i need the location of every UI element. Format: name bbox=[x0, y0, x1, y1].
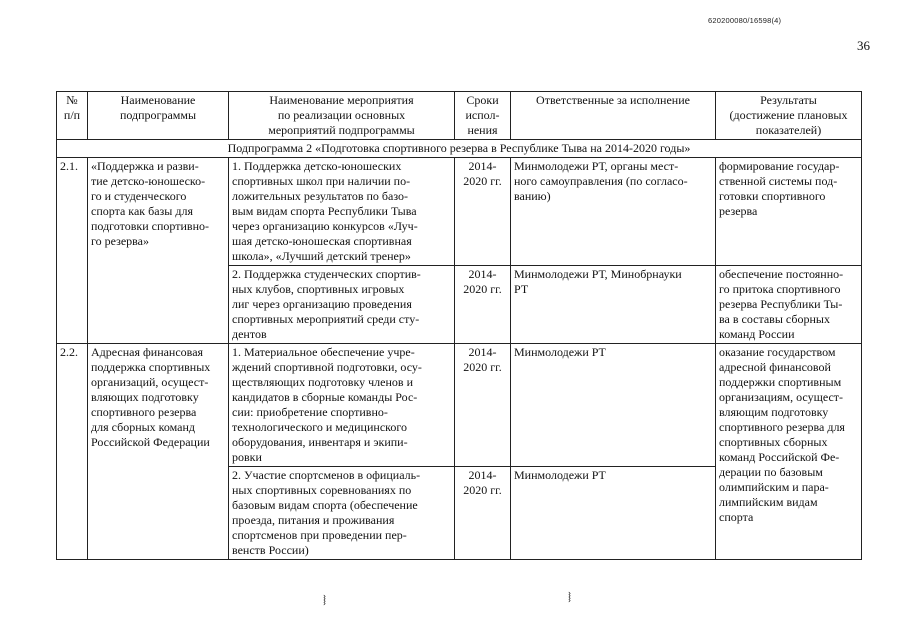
text-line: школа», «Лучший детский тренер» bbox=[232, 249, 411, 263]
text-line: Российской Федерации bbox=[91, 435, 210, 449]
table-row bbox=[57, 344, 862, 467]
text-line: Ответственные за исполнение bbox=[536, 93, 690, 107]
header-row bbox=[57, 92, 862, 140]
text-line: показателей) bbox=[755, 123, 822, 137]
text-line: 2. Поддержка студенческих спортив- bbox=[232, 267, 421, 281]
text-line: подпрограммы bbox=[119, 108, 197, 122]
text-line: дентов bbox=[232, 327, 267, 341]
text-line: (достижение плановых bbox=[729, 108, 848, 122]
text-line: адресной финансовой bbox=[719, 360, 831, 374]
text-line: подготовки спортивно- bbox=[91, 219, 209, 233]
program-table bbox=[56, 91, 862, 560]
event-term bbox=[455, 158, 511, 266]
event-result bbox=[716, 158, 862, 266]
text-line: ванию) bbox=[514, 189, 551, 203]
text-line: оборудования, инвентаря и экипи- bbox=[232, 435, 408, 449]
text-line: организациям, осущест- bbox=[719, 390, 844, 404]
event-text bbox=[229, 467, 455, 560]
text-line: спорта bbox=[719, 510, 754, 524]
text-line: 2020 гг. bbox=[463, 483, 502, 497]
text-line: спортивных школ при наличии по- bbox=[232, 174, 411, 188]
text-line: п/п bbox=[63, 108, 81, 122]
text-line: оказание государством bbox=[719, 345, 836, 359]
text-line: 2014- bbox=[468, 267, 497, 281]
text-line: обеспечение постоянно- bbox=[719, 267, 844, 281]
row-number: 2.2. bbox=[57, 344, 88, 560]
col-header-subprogram bbox=[88, 92, 229, 140]
text-line: организаций, осущест- bbox=[91, 375, 209, 389]
text-line: ва в составы сборных bbox=[719, 312, 830, 326]
text-line: вляющих подготовку bbox=[91, 390, 199, 404]
text-line: РТ bbox=[514, 282, 529, 296]
text-line: № bbox=[66, 93, 78, 107]
text-line: Сроки bbox=[466, 93, 499, 107]
page-number: 36 bbox=[857, 38, 870, 53]
ink-mark-right: ⧘ bbox=[568, 590, 572, 606]
text-line: ждений спортивной подготовки, осу- bbox=[232, 360, 422, 374]
text-line: 2014- bbox=[468, 345, 497, 359]
text-line: го и студенческого bbox=[91, 189, 187, 203]
ink-mark-left: ⧘ bbox=[323, 593, 327, 609]
text-line: поддержки спортивным bbox=[719, 375, 842, 389]
text-line: 1. Материальное обеспечение учре- bbox=[232, 345, 415, 359]
col-header-responsible bbox=[511, 92, 716, 140]
text-line: спортивных сборных bbox=[719, 435, 828, 449]
text-line: сии: приобретение спортивно- bbox=[232, 405, 388, 419]
text-line: Наименование bbox=[120, 93, 196, 107]
subprogram-name bbox=[88, 344, 229, 560]
text-line: команд России bbox=[719, 327, 795, 341]
table-row bbox=[57, 158, 862, 266]
text-line: проезда, питания и проживания bbox=[232, 513, 395, 527]
text-line: венств России) bbox=[232, 543, 309, 557]
event-responsible bbox=[511, 344, 716, 467]
event-responsible bbox=[511, 467, 716, 560]
text-line: ных клубов, спортивных игровых bbox=[232, 282, 405, 296]
text-line: «Поддержка и разви- bbox=[91, 159, 199, 173]
text-line: лиг через организацию проведения bbox=[232, 297, 412, 311]
text-line: 2014- bbox=[468, 159, 497, 173]
event-term bbox=[455, 344, 511, 467]
text-line: Результаты bbox=[760, 93, 817, 107]
subprogram-title: Подпрограмма 2 «Подготовка спортивного резерва в Республике Тыва на 2014-2020 годы» bbox=[57, 140, 862, 158]
row-number: 2.1. bbox=[57, 158, 88, 344]
text-line: ного самоуправления (по согласо- bbox=[514, 174, 688, 188]
event-responsible bbox=[511, 158, 716, 266]
text-line: шая детско-юношеская спортивная bbox=[232, 234, 412, 248]
text-line: ществляющих подготовку членов и bbox=[232, 375, 413, 389]
text-line: Адресная финансовая bbox=[91, 345, 204, 359]
event-text bbox=[229, 344, 455, 467]
text-line: базовым видам спорта (обеспечение bbox=[232, 498, 418, 512]
text-line: Минмолодежи РТ bbox=[514, 345, 606, 359]
text-line: Минмолодежи РТ, Минобрнауки bbox=[514, 267, 682, 281]
text-line: спортсменов при проведении пер- bbox=[232, 528, 407, 542]
text-line: 2014- bbox=[468, 468, 497, 482]
event-responsible bbox=[511, 266, 716, 344]
text-line: 1. Поддержка детско-юношеских bbox=[232, 159, 402, 173]
text-line: лимпийским видам bbox=[719, 495, 818, 509]
event-term bbox=[455, 266, 511, 344]
text-line: 2. Участие спортсменов в официаль- bbox=[232, 468, 421, 482]
text-line: 2020 гг. bbox=[463, 282, 502, 296]
text-line: резерва bbox=[719, 204, 758, 218]
text-line: через организацию конкурсов «Луч- bbox=[232, 219, 418, 233]
text-line: ровки bbox=[232, 450, 262, 464]
text-line: испол- bbox=[465, 108, 500, 122]
document-id: 620200080/16598(4) bbox=[708, 16, 782, 25]
text-line: по реализации основных bbox=[277, 108, 406, 122]
col-header-num bbox=[57, 92, 88, 140]
text-line: кандидатов в сборные команды Рос- bbox=[232, 390, 418, 404]
text-line: ных спортивных соревнованиях по bbox=[232, 483, 412, 497]
text-line: олимпийским и пара- bbox=[719, 480, 829, 494]
text-line: 2020 гг. bbox=[463, 360, 502, 374]
text-line: резерва Республики Ты- bbox=[719, 297, 843, 311]
text-line: 2020 гг. bbox=[463, 174, 502, 188]
text-line: тие детско-юношеско- bbox=[91, 174, 206, 188]
text-line: команд Российской Фе- bbox=[719, 450, 840, 464]
text-line: поддержка спортивных bbox=[91, 360, 211, 374]
col-header-results bbox=[716, 92, 862, 140]
text-line: Минмолодежи РТ, органы мест- bbox=[514, 159, 679, 173]
text-line: для сборных команд bbox=[91, 420, 196, 434]
event-text bbox=[229, 266, 455, 344]
text-line: вым видам спорта Республики Тыва bbox=[232, 204, 417, 218]
text-line: Наименование мероприятия bbox=[269, 93, 414, 107]
event-term bbox=[455, 467, 511, 560]
text-line: го резерва» bbox=[91, 234, 149, 248]
text-line: спорта как базы для bbox=[91, 204, 193, 218]
col-header-term bbox=[455, 92, 511, 140]
text-line: Минмолодежи РТ bbox=[514, 468, 606, 482]
text-line: ственной системы под- bbox=[719, 174, 838, 188]
subprogram-name bbox=[88, 158, 229, 344]
event-text bbox=[229, 158, 455, 266]
text-line: вляющим подготовку bbox=[719, 405, 829, 419]
text-line: спортивного резерва bbox=[91, 405, 197, 419]
text-line: спортивного резерва для bbox=[719, 420, 845, 434]
event-result bbox=[716, 266, 862, 344]
text-line: ложительных результатов по базо- bbox=[232, 189, 409, 203]
subprogram-row bbox=[57, 140, 862, 158]
text-line: дерации по базовым bbox=[719, 465, 823, 479]
event-result bbox=[716, 344, 862, 560]
text-line: го притока спортивного bbox=[719, 282, 841, 296]
text-line: технологического и медицинского bbox=[232, 420, 407, 434]
text-line: формирование государ- bbox=[719, 159, 840, 173]
text-line: нения bbox=[467, 123, 498, 137]
text-line: спортивных мероприятий среди сту- bbox=[232, 312, 420, 326]
col-header-event bbox=[229, 92, 455, 140]
text-line: мероприятий подпрограммы bbox=[268, 123, 415, 137]
text-line: готовки спортивного bbox=[719, 189, 826, 203]
